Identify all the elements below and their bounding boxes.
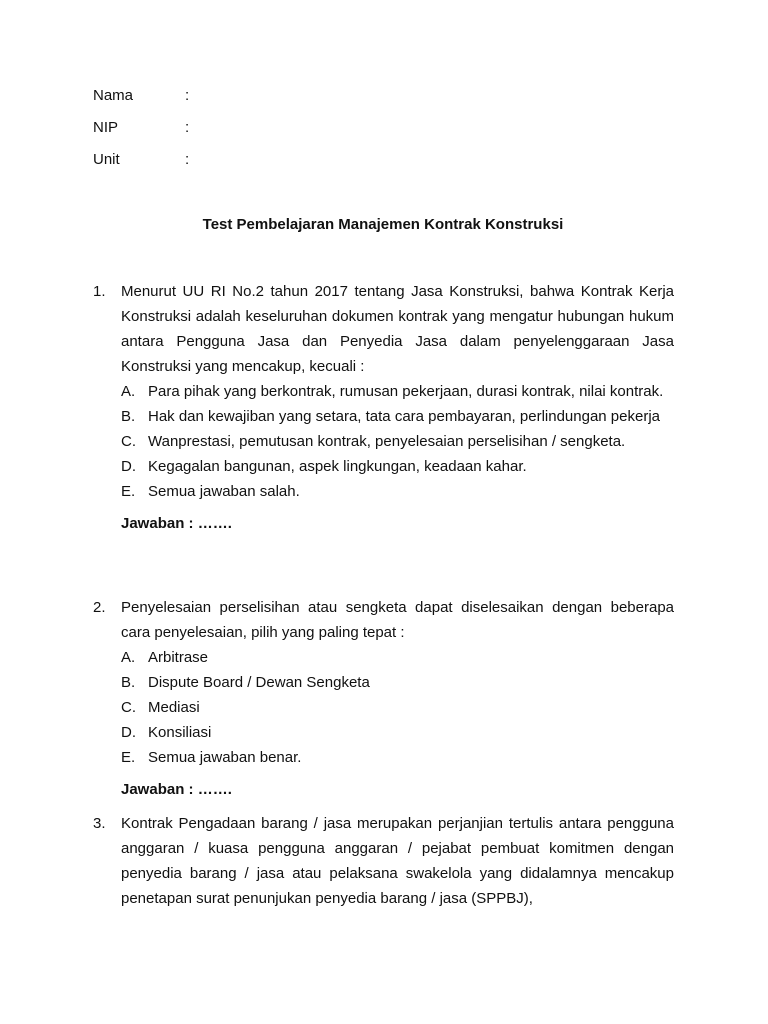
question-2	[93, 595, 674, 802]
option-e	[121, 479, 674, 504]
field-label-nama: Nama	[93, 87, 134, 104]
option-letter: A.	[121, 383, 136, 400]
question-3	[93, 811, 674, 911]
question-text: Kontrak Pengadaan barang / jasa merupakan perjanjian tertulis antara pengguna anggaran / kuasa pengguna anggaran / pejabat pembuat komitmen dengan penyedia barang / jasa atau pelaksana swakelola yang didalamnya mencakup penetapan surat penunjukan penyedia barang / jasa (SPPBJ),	[121, 815, 674, 907]
option-letter: A.	[121, 649, 136, 666]
option-list	[121, 645, 674, 770]
question-1	[93, 279, 674, 536]
field-label-nip: NIP	[93, 119, 119, 136]
option-letter: E.	[121, 749, 136, 766]
option-text: Dispute Board / Dewan Sengketa	[148, 674, 370, 691]
field-colon: :	[185, 87, 190, 104]
question-number: 1.	[93, 283, 106, 300]
option-e	[121, 745, 674, 770]
option-text: Arbitrase	[148, 649, 209, 666]
option-a	[121, 379, 674, 404]
option-letter: E.	[121, 483, 136, 500]
option-d	[121, 454, 674, 479]
option-text: Para pihak yang berkontrak, rumusan pekerjaan, durasi kontrak, nilai kontrak.	[148, 383, 664, 400]
option-d	[121, 720, 674, 745]
option-letter: B.	[121, 408, 136, 425]
answer-line: Jawaban : …….	[121, 781, 232, 798]
option-c	[121, 695, 674, 720]
page-title: Test Pembelajaran Manajemen Kontrak Konstruksi	[202, 216, 564, 233]
option-letter: D.	[121, 724, 136, 741]
option-text: Mediasi	[148, 699, 200, 716]
option-text: Kegagalan bangunan, aspek lingkungan, keadaan kahar.	[148, 458, 527, 475]
field-colon: :	[185, 119, 190, 136]
question-number: 2.	[93, 599, 106, 616]
field-colon: :	[185, 151, 190, 168]
option-letter: D.	[121, 458, 136, 475]
option-c	[121, 429, 674, 454]
option-text: Hak dan kewajiban yang setara, tata cara pembayaran, perlindungan pekerja	[148, 408, 660, 425]
option-letter: C.	[121, 433, 136, 450]
question-text: Menurut UU RI No.2 tahun 2017 tentang Jasa Konstruksi, bahwa Kontrak Kerja Konstruksi adalah keseluruhan dokumen kontrak yang mengatur hubungan hukum antara Pengguna Jasa dan Penyedia Jasa dalam penyelenggaraan Jasa Konstruksi yang mencakup, kecuali :	[121, 283, 674, 375]
question-number: 3.	[93, 815, 106, 832]
option-text: Konsiliasi	[148, 724, 212, 741]
answer-line: Jawaban : …….	[121, 515, 232, 532]
option-text: Wanprestasi, pemutusan kontrak, penyelesaian perselisihan / sengketa.	[148, 433, 626, 450]
option-b	[121, 404, 674, 429]
question-text: Penyelesaian perselisihan atau sengketa dapat diselesaikan dengan beberapa cara penyelesaian, pilih yang paling tepat :	[121, 599, 674, 641]
option-a	[121, 645, 674, 670]
option-letter: C.	[121, 699, 136, 716]
option-text: Semua jawaban salah.	[148, 483, 300, 500]
field-label-unit: Unit	[93, 151, 120, 168]
option-b	[121, 670, 674, 695]
option-list	[121, 379, 674, 504]
option-letter: B.	[121, 674, 136, 691]
option-text: Semua jawaban benar.	[148, 749, 302, 766]
